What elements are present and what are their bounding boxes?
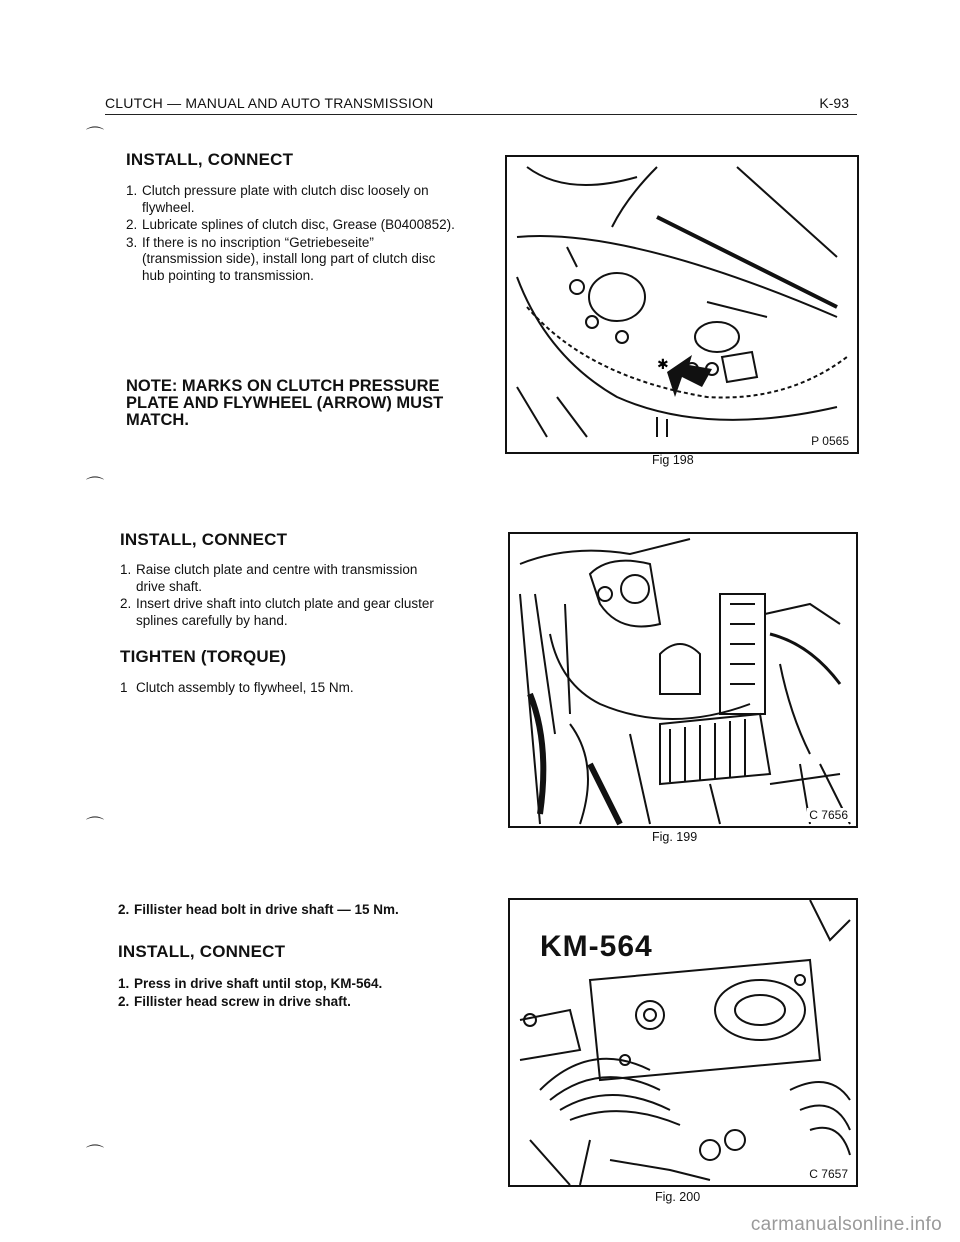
step-item: 2. Insert drive shaft into clutch plate and gear cluster splines carefully by hand. (120, 596, 434, 628)
section5-heading: INSTALL, CONNECT (118, 942, 286, 961)
figure-caption: Fig. 199 (652, 830, 698, 844)
figure-code: C 7657 (809, 1167, 848, 1181)
step-item: 1. Raise clutch plate and centre with transmission drive shaft. (120, 562, 418, 594)
note-text: NOTE: MARKS ON CLUTCH PRESSURE PLATE AND FLYWHEEL (ARROW) MUST MATCH. (126, 377, 444, 429)
step-item: 3. If there is no inscription “Getriebeseite” (transmission side), install long part of clutch disc hub pointing to transmission. (126, 234, 436, 283)
figure-caption: Fig 198 (652, 453, 694, 467)
page-header (105, 92, 857, 115)
section5-steps (118, 976, 448, 1011)
watermark: carmanualsonline.info (750, 1214, 942, 1235)
step-item: 2. Lubricate splines of clutch disc, Grease (B0400852). (126, 217, 455, 232)
margin-mark: ⌒ (86, 126, 104, 146)
section2-steps (120, 562, 440, 630)
step-item: 2. Fillister head screw in drive shaft. (118, 993, 351, 1009)
figure-200 (508, 898, 858, 1187)
step-item: 1. Press in drive shaft until stop, KM-564. (118, 976, 383, 991)
flywheel-illustration (507, 157, 857, 452)
section2-heading: INSTALL, CONNECT (120, 530, 288, 549)
figure-code: P 0565 (811, 434, 849, 448)
margin-mark: ⌒ (86, 1144, 104, 1164)
section4-steps (118, 902, 438, 920)
step-item: 2. Fillister head bolt in drive shaft — 15 Nm. (118, 902, 399, 917)
transmission-illustration (510, 534, 856, 826)
figure-198 (505, 155, 859, 454)
section1-heading: INSTALL, CONNECT (126, 150, 294, 169)
step-item: 1. Clutch pressure plate with clutch disc loosely on flywheel. (126, 183, 429, 215)
page-number: K-93 (819, 95, 849, 111)
header-title: CLUTCH — MANUAL AND AUTO TRANSMISSION (105, 95, 434, 111)
tool-label: KM-564 (540, 930, 653, 963)
figure-code: C 7656 (809, 808, 848, 822)
step-item: 1 Clutch assembly to flywheel, 15 Nm. (120, 680, 354, 695)
section3-steps (120, 680, 440, 698)
margin-mark: ⌒ (86, 476, 104, 496)
svg-text:✱: ✱ (657, 357, 669, 373)
figure-199 (508, 532, 858, 828)
margin-mark: ⌒ (86, 816, 104, 836)
section3-heading: TIGHTEN (TORQUE) (120, 647, 287, 666)
figure-caption: Fig. 200 (655, 1190, 701, 1204)
section1-steps (126, 183, 456, 285)
